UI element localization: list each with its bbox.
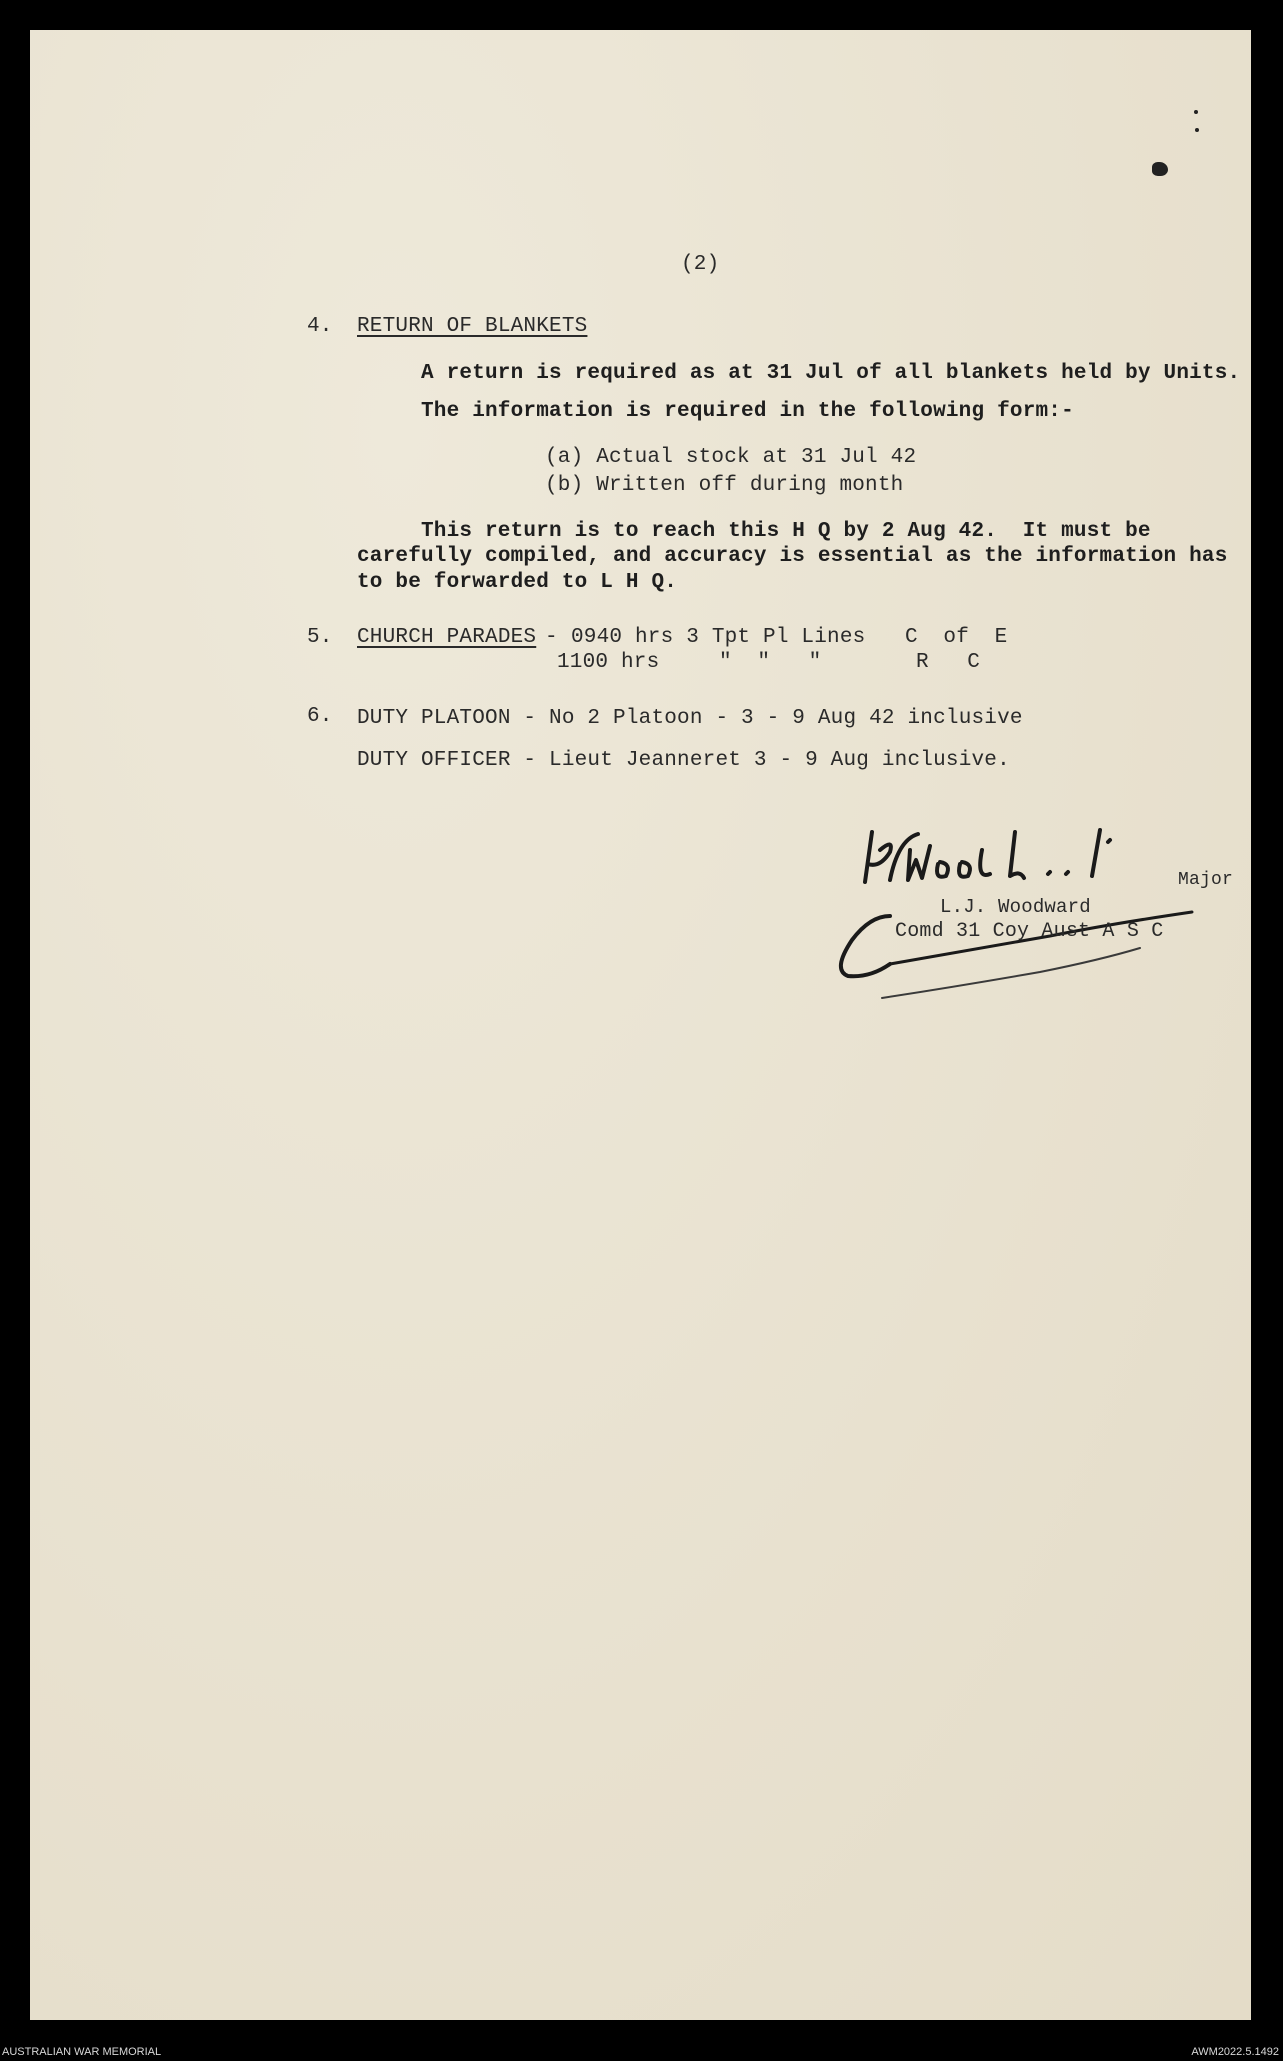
section-4-item-a: (a) Actual stock at 31 Jul 42 (545, 446, 917, 469)
section-5-time-2: 1100 hrs (557, 651, 660, 674)
section-4-paragraph-line-1: This return is to reach this H Q by 2 Aug 42. It must be (421, 520, 1151, 543)
section-4-line-2: The information is required in the following form:- (421, 400, 1074, 423)
section-5-heading: CHURCH PARADES (357, 626, 537, 649)
section-5-number: 5. (307, 626, 333, 649)
page-number: (2) (681, 253, 720, 276)
footer-left-caption: AUSTRALIAN WAR MEMORIAL (2, 2046, 162, 2058)
footer-right-caption: AWM2022.5.1492 (1191, 2046, 1279, 2058)
ink-blot (1152, 162, 1168, 176)
section-5-time-1: 0940 hrs 3 Tpt Pl Lines (571, 626, 866, 649)
signature-name: L.J. Woodward (940, 896, 1091, 918)
ink-speck (1194, 110, 1198, 114)
section-4-heading: RETURN OF BLANKETS (357, 315, 588, 338)
section-4-paragraph-line-3: to be forwarded to L H Q. (357, 571, 678, 594)
section-5-denomination-2: R C (916, 651, 981, 674)
section-5-denomination-1: C of E (905, 626, 1008, 649)
ink-speck (1195, 128, 1199, 132)
document-page (30, 30, 1251, 2020)
section-6-duty-officer: DUTY OFFICER - Lieut Jeanneret 3 - 9 Aug inclusive. (357, 749, 1010, 772)
section-4-line-1: A return is required as at 31 Jul of all blankets held by Units. (421, 362, 1241, 385)
section-6-duty-platoon: DUTY PLATOON - No 2 Platoon - 3 - 9 Aug 42 inclusive (357, 707, 1023, 730)
section-4-number: 4. (307, 315, 333, 338)
section-5-dash: - (545, 626, 558, 649)
section-4-paragraph-line-2: carefully compiled, and accuracy is essential as the information has (357, 545, 1228, 568)
signature-unit: Comd 31 Coy Aust A S C (895, 920, 1164, 943)
signature-rank: Major (1178, 870, 1234, 890)
section-4-item-b: (b) Written off during month (545, 474, 904, 497)
section-6-number: 6. (307, 705, 333, 728)
section-5-ditto-marks: " " " (719, 651, 822, 674)
